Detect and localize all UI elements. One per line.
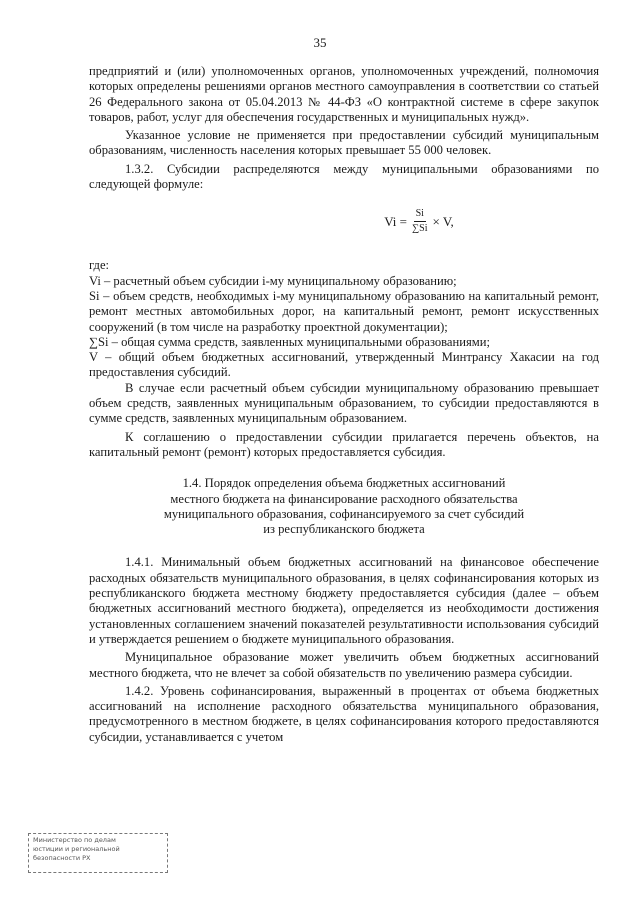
paragraph-1-3-2: 1.3.2. Субсидии распределяются между муниципальными образованиями по следующей формуле: bbox=[89, 161, 599, 192]
formula-numerator: Si bbox=[414, 208, 426, 222]
stamp-line: Министерство по делам bbox=[33, 836, 116, 844]
formula-lhs: Vi = bbox=[384, 213, 408, 229]
paragraph-exception: Указанное условие не применяется при предоставлении субсидий муниципальным образованиям, численность населения которых превышает 55 000 человек. bbox=[89, 128, 599, 158]
section-heading-line: из республиканского бюджета bbox=[263, 522, 425, 537]
definition-vi: Vi – расчетный объем субсидии i-му муниципальному образованию; bbox=[89, 273, 457, 288]
section-heading-line: муниципального образования, софинансируемого за счет субсидий bbox=[163, 506, 525, 521]
paragraph-increase-allocation: Муниципальное образование может увеличить объем бюджетных ассигнований местного бюджета, что не влечет за собой обязательств по увеличению размера субсидии. bbox=[89, 650, 599, 680]
document-body bbox=[89, 64, 599, 745]
section-heading-1-4 bbox=[129, 476, 559, 537]
formula-rhs: × V, bbox=[432, 213, 454, 229]
definition-si: Si – объем средств, необходимых i-му муниципальному образованию на капитальный ремонт, ремонт местных автомобильных дорог, на капитальный ремонт, ремонт искусственных сооружений (в том числе на разработку проектной документации); bbox=[89, 288, 599, 334]
paragraph-1-4-2: 1.4.2. Уровень софинансирования, выраженный в процентах от объема бюджетных ассигнований на исполнение расходного обязательства муниципального образования, предусмотренного в местном бюджете, в целях софинансирования которого предоставляются субсидии, устанавливается с учетом bbox=[89, 683, 599, 744]
stamp-line: юстиции и региональной bbox=[33, 845, 120, 853]
definition-v: V – общий объем бюджетных ассигнований, утвержденный Минтрансу Хакасии на год предоставления субсидий. bbox=[89, 350, 599, 380]
formula-denominator: ∑Si bbox=[412, 222, 428, 234]
where-label: где: bbox=[89, 258, 110, 273]
registration-stamp bbox=[28, 833, 168, 873]
paragraph-object-list: К соглашению о предоставлении субсидии прилагается перечень объектов, на капитальный ремонт (ремонт) которых предоставляется субсидия. bbox=[89, 429, 599, 459]
paragraph-continuation: предприятий и (или) уполномоченных органов, уполномоченных учреждений, полномочия которых определены решениями органов местного самоуправления в соответствии со статьей 26 Федерального закона от 05.04.2013 № 44-ФЗ «О контрактной системе в сфере закупок товаров, работ, услуг для обеспечения государственных и муниципальных нужд». bbox=[89, 64, 599, 124]
distribution-formula bbox=[239, 198, 599, 244]
definition-sum-si: ∑Si – общая сумма средств, заявленных муниципальными образованиями; bbox=[89, 334, 490, 349]
section-heading-line: 1.4. Порядок определения объема бюджетных ассигнований bbox=[182, 476, 506, 491]
section-heading-line: местного бюджета на финансирование расходного обязательства bbox=[170, 491, 518, 506]
stamp-line: безопасности РХ bbox=[33, 854, 91, 862]
paragraph-1-4-1: 1.4.1. Минимальный объем бюджетных ассигнований на финансовое обеспечение расходных обязательств муниципального образования, в целях софинансирования которых из республиканского бюджета местному бюджету предоставляется субсидия (далее – объем бюджетных ассигнований местного бюджета), определяется из необходимости достижения установленных соглашением значений показателей результативности использования субсидий и утверждается решением о бюджете муниципального образования. bbox=[89, 555, 599, 646]
formula-fraction bbox=[412, 208, 427, 235]
page-number: 35 bbox=[313, 35, 327, 50]
paragraph-excess-case: В случае если расчетный объем субсидии муниципальному образованию превышает объем средств, заявленных муниципальным образованием, то субсидии предоставляются в сумме средств, заявленных муниципальным образованием. bbox=[89, 380, 599, 426]
